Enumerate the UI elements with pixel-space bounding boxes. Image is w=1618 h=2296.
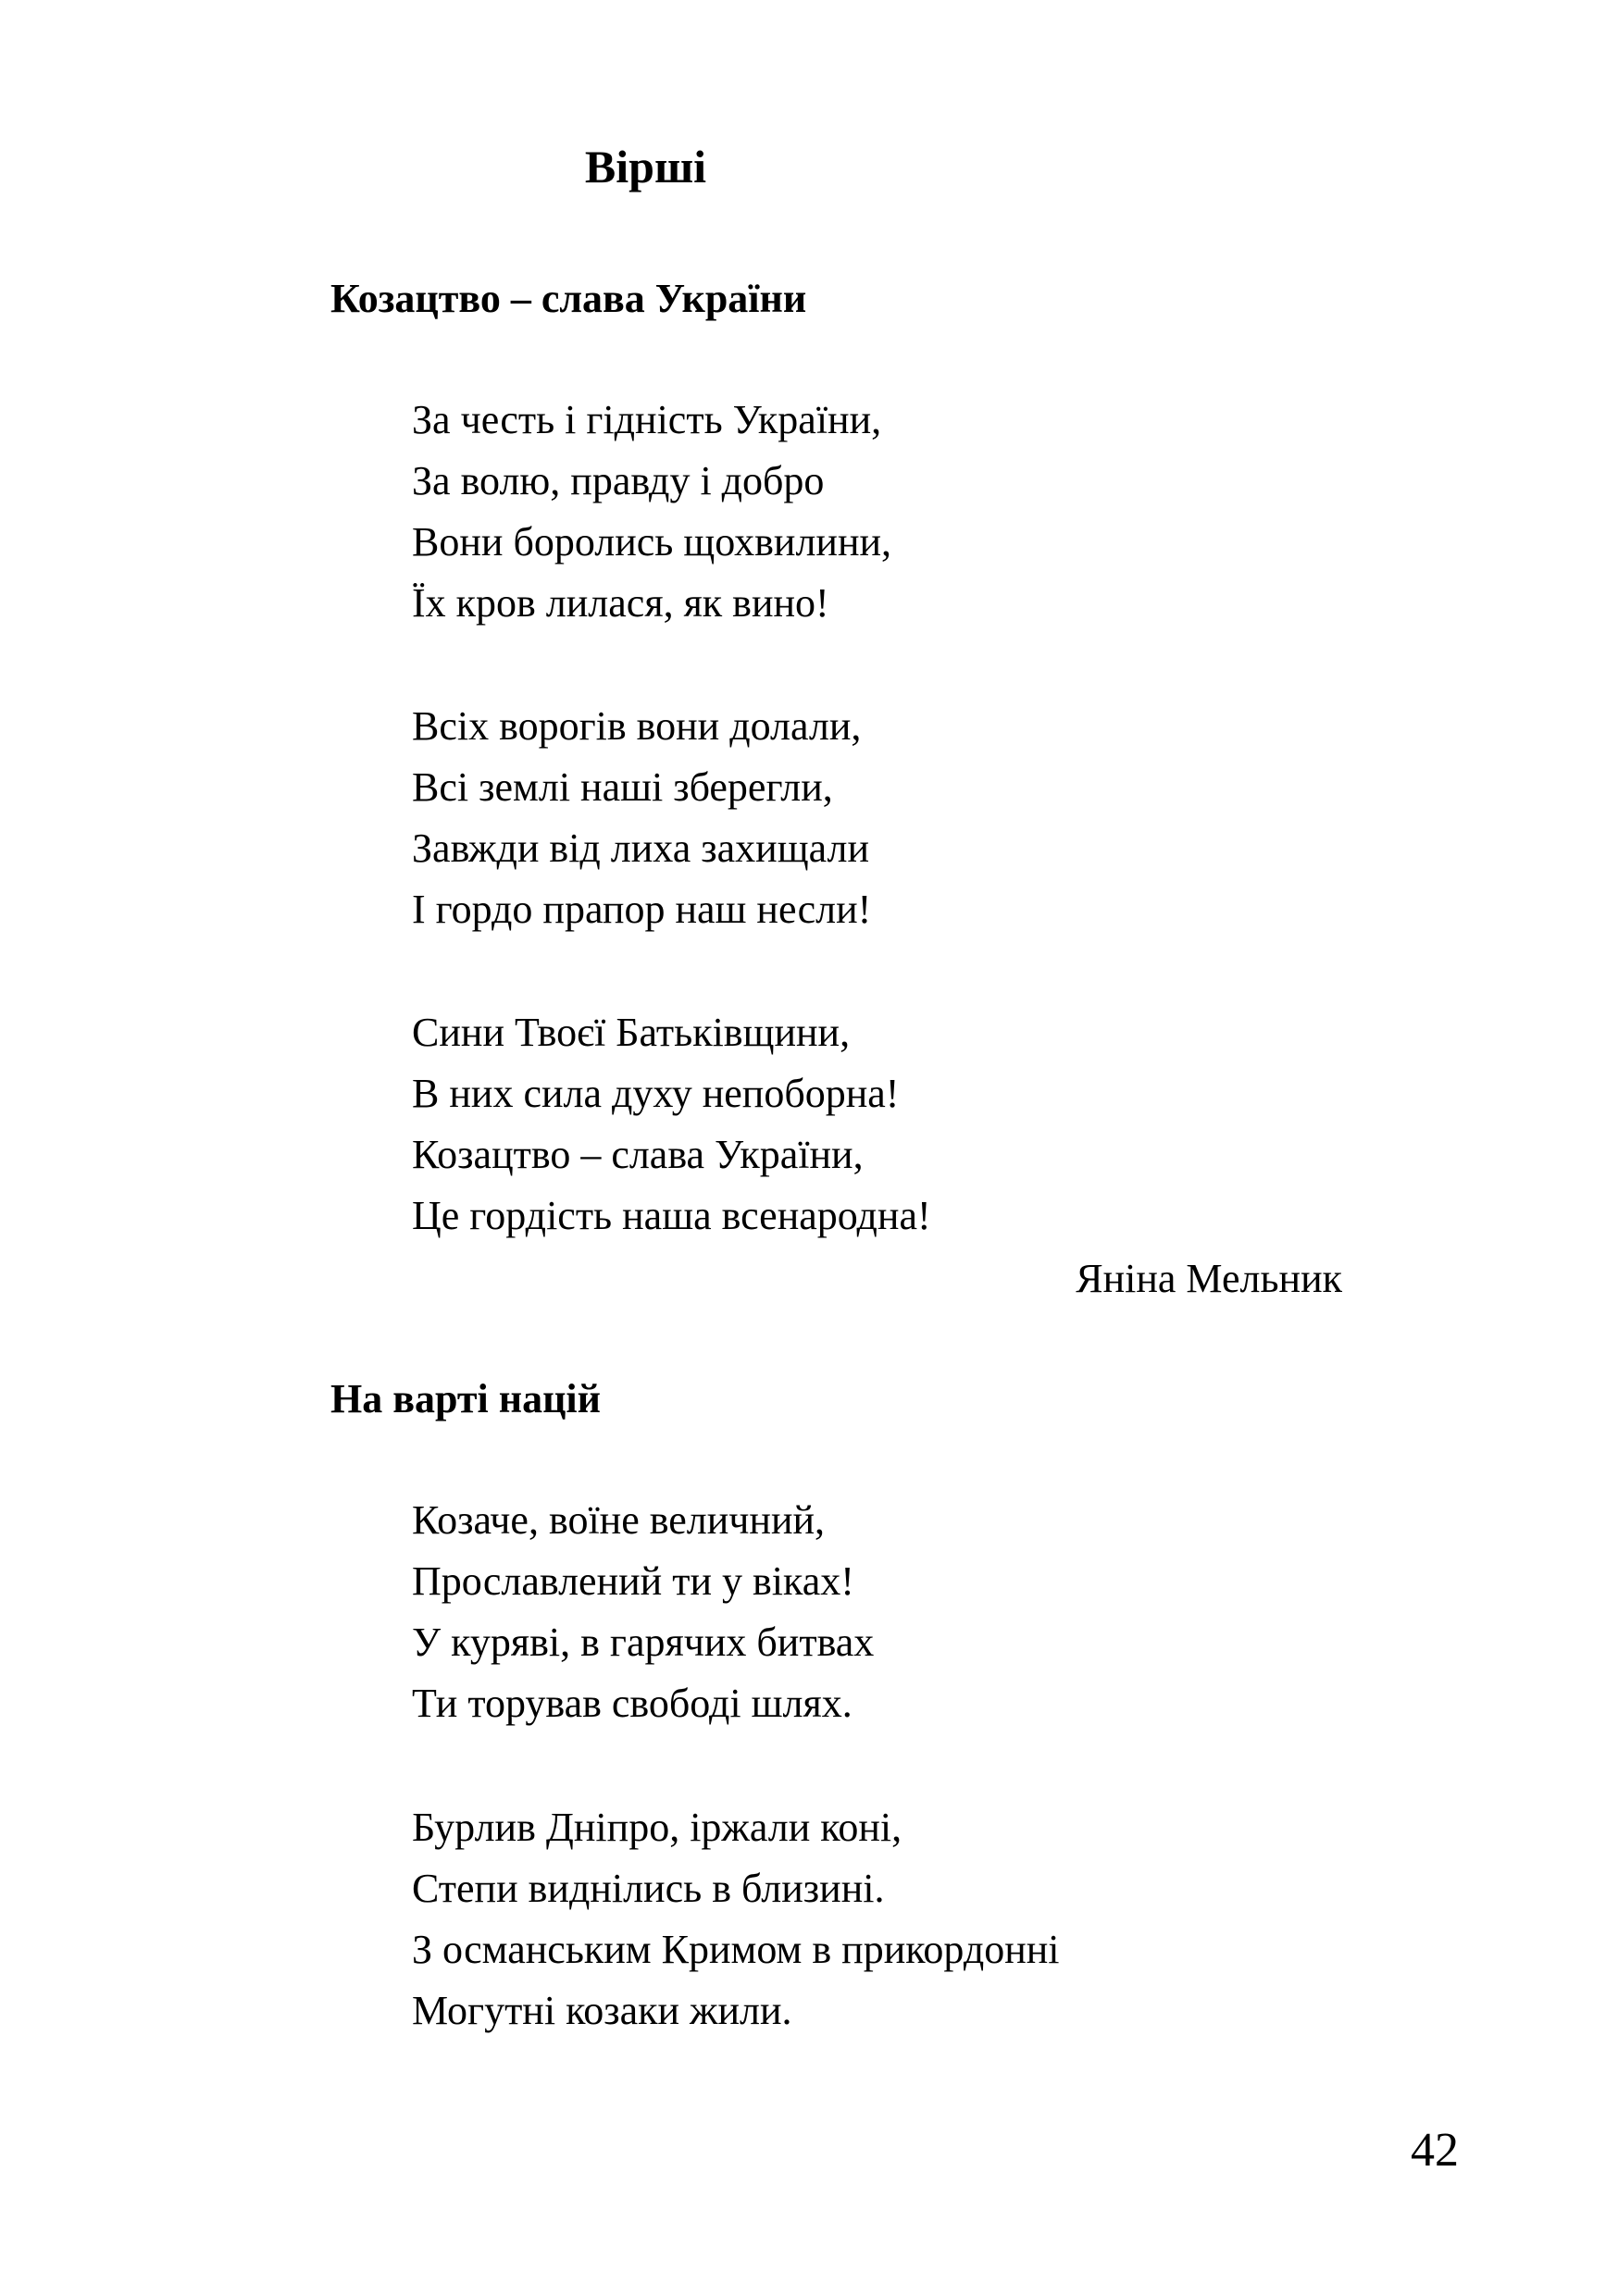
poem-line: Козаче, воїне величний, bbox=[412, 1497, 826, 1543]
poem-line: Прославлений ти у віках! bbox=[412, 1558, 854, 1604]
poem-line: У куряві, в гарячих битвах bbox=[412, 1620, 875, 1665]
poem-1-stanza-1 bbox=[412, 390, 891, 634]
poem-author: Яніна Мельник bbox=[1076, 1256, 1342, 1301]
poem-line: Сини Твоєї Батьківщини, bbox=[412, 1010, 851, 1055]
poem-line: Степи виднілись в близині. bbox=[412, 1866, 885, 1911]
poem-line: Всіх ворогів вони долали, bbox=[412, 703, 862, 749]
poem-line: Вони боролись щохвилини, bbox=[412, 519, 892, 565]
poem-title-1: Козацтво – слава України bbox=[330, 276, 807, 321]
poem-line: Бурлив Дніпро, іржали коні, bbox=[412, 1805, 902, 1850]
poem-line: Козацтво – слава України, bbox=[412, 1132, 864, 1177]
poem-1-stanza-3 bbox=[412, 1002, 931, 1247]
poem-line: Їх кров лилася, як вино! bbox=[412, 580, 829, 626]
page-number: 42 bbox=[1411, 2124, 1459, 2177]
poem-line: Всі землі наші зберегли, bbox=[412, 764, 833, 810]
poem-2-stanza-1 bbox=[412, 1490, 874, 1734]
poem-line: В них сила духу непоборна! bbox=[412, 1071, 900, 1116]
poem-line: Ти торував свободі шлях. bbox=[412, 1681, 853, 1726]
poem-line: І гордо прапор наш несли! bbox=[412, 887, 872, 932]
poem-line: Це гордість наша всенародна! bbox=[412, 1193, 931, 1238]
poem-2-stanza-2 bbox=[412, 1797, 1060, 2042]
poem-line: Завжди від лиха захищали bbox=[412, 825, 870, 871]
poem-line: За волю, правду і добро bbox=[412, 458, 825, 503]
poem-line: З османським Кримом в прикордонні bbox=[412, 1927, 1060, 1972]
page-title: Вірші bbox=[584, 141, 707, 192]
poem-line: Могутні козаки жили. bbox=[412, 1988, 792, 2033]
poem-1-stanza-2 bbox=[412, 696, 871, 940]
poem-title-2: На варті націй bbox=[330, 1376, 601, 1421]
poem-line: За честь і гідність України, bbox=[412, 397, 882, 442]
